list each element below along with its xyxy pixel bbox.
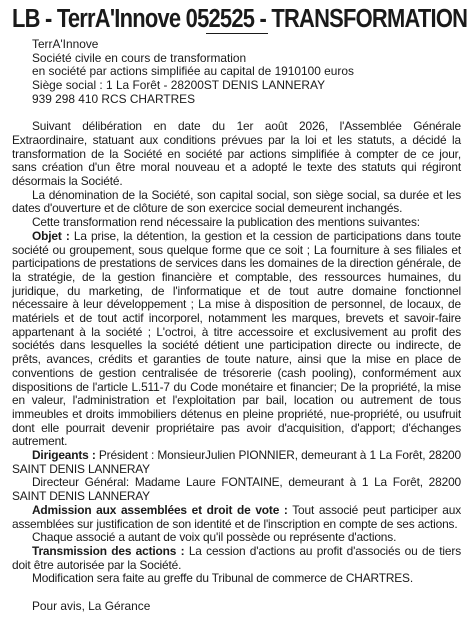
paragraph-modification: Modification sera faite au greffe du Tribunal de commerce de CHARTRES. xyxy=(32,571,413,586)
dirigeants-label: Dirigeants : xyxy=(32,448,96,463)
paragraph-transmission xyxy=(12,545,461,572)
paragraph-voix: Chaque associé a autant de voix qu'il possède ou représente d'actions. xyxy=(32,530,397,545)
paragraph-dirigeants xyxy=(12,449,461,476)
company-name: TerrA'Innove xyxy=(32,37,99,51)
paragraph-directeur: Directeur Général: Madame Laure FONTAINE, demeurant à 1 La Forêt, 28200 SAINT DENIS LANNERAY xyxy=(12,475,461,504)
spacer xyxy=(12,107,461,121)
objet-label: Objet : xyxy=(32,228,70,243)
admission-label: Admission aux assemblées et droit de vote : xyxy=(32,502,288,517)
transmission-text: La cession d'actions au profit d'associés ou de tiers doit être autorisée par la Société. xyxy=(12,544,461,572)
dirigeants-text: Président : MonsieurJulien PIONNIER, demeurant à 1 La Forêt, 28200 SAINT DENIS LANNERAY xyxy=(12,448,461,476)
objet-text: La prise, la détention, la gestion et la cession de participations dans toute société ou groupement, sous quelque forme que ce soit ; La fourniture à ses filiales et participations de prestations de services dans les domaines de la direction générale, de la stratégie, de la gestion financière et comptable, des ressources humaines, du juridique, du marketing, de l'informatique et de tout autre domaine fonctionnel nécessaire à leur développement ; La mise à disposition de personnel, de locaux, de matériels et de tout actif incorporel, notamment les marques, brevets et savoir-faire appartenant à la société ; L'octroi, à titre accessoire et exclusivement au profit des sociétés dans lesquelles la société détient une participation directe ou indirecte, de prêts, avances, crédits et garanties de toute nature, ainsi que la mise en place de conventions de gestion centralisée de trésorerie (cash pooling), conformément aux dispositions de l'article L.511-7 du Code monétaire et financier; De la propriété, la mise en valeur, l'administration et l'exploitation par bail, location ou autrement de tous immeubles et droits immobiliers détenus en pleine propriété, nue-propriété, ou usufruit dont elle pourrait devenir propriétaire pas avoir d'acquisition, d'apport; d'échanges autrement. xyxy=(12,228,461,449)
legal-notice xyxy=(12,4,468,614)
transmission-label: Transmission des actions : xyxy=(32,544,185,558)
signature: Pour avis, La Gérance xyxy=(32,598,151,613)
notice-headline: LB - TerrA'Innove 052525 - TRANSFORMATION xyxy=(12,5,468,33)
headline-divider xyxy=(206,33,268,34)
paragraph-admission xyxy=(12,504,461,531)
paragraph-publication: Cette transformation rend nécessaire la publication des mentions suivantes: xyxy=(32,215,420,230)
company-rcs-number: 939 298 410 RCS CHARTRES xyxy=(32,91,196,106)
paragraph-objet xyxy=(12,230,461,449)
company-legal-form: Société civile en cours de transformation xyxy=(32,50,247,65)
company-capital: en société par actions simplifiée au capital de 1910100 euros xyxy=(32,64,354,79)
paragraph-unchanged: La dénomination de la Société, son capital social, son siège social, sa durée et les dates d'ouverture et de clôture de son exercice social demeurent inchangés. xyxy=(12,187,461,216)
spacer xyxy=(12,586,461,600)
company-registered-office: Siège social : 1 La Forêt - 28200ST DENIS LANNERAY xyxy=(32,78,325,93)
admission-text: Tout associé peut participer aux assemblées sur justification de son identité et de l'inscription en compte de ses actions. xyxy=(12,502,461,531)
notice-body xyxy=(12,38,461,614)
paragraph-deliberation: Suivant délibération en date du 1er août 2026, l'Assemblée Générale Extraordinaire, statuant aux conditions prévues par la loi et les statuts, a décidé la transformation de la Société en société par actions simplifiée à compter de ce jour, sans création d'un être moral nouveau et a adopté le texte des statuts qui régiront désormais la Société. xyxy=(12,119,461,189)
